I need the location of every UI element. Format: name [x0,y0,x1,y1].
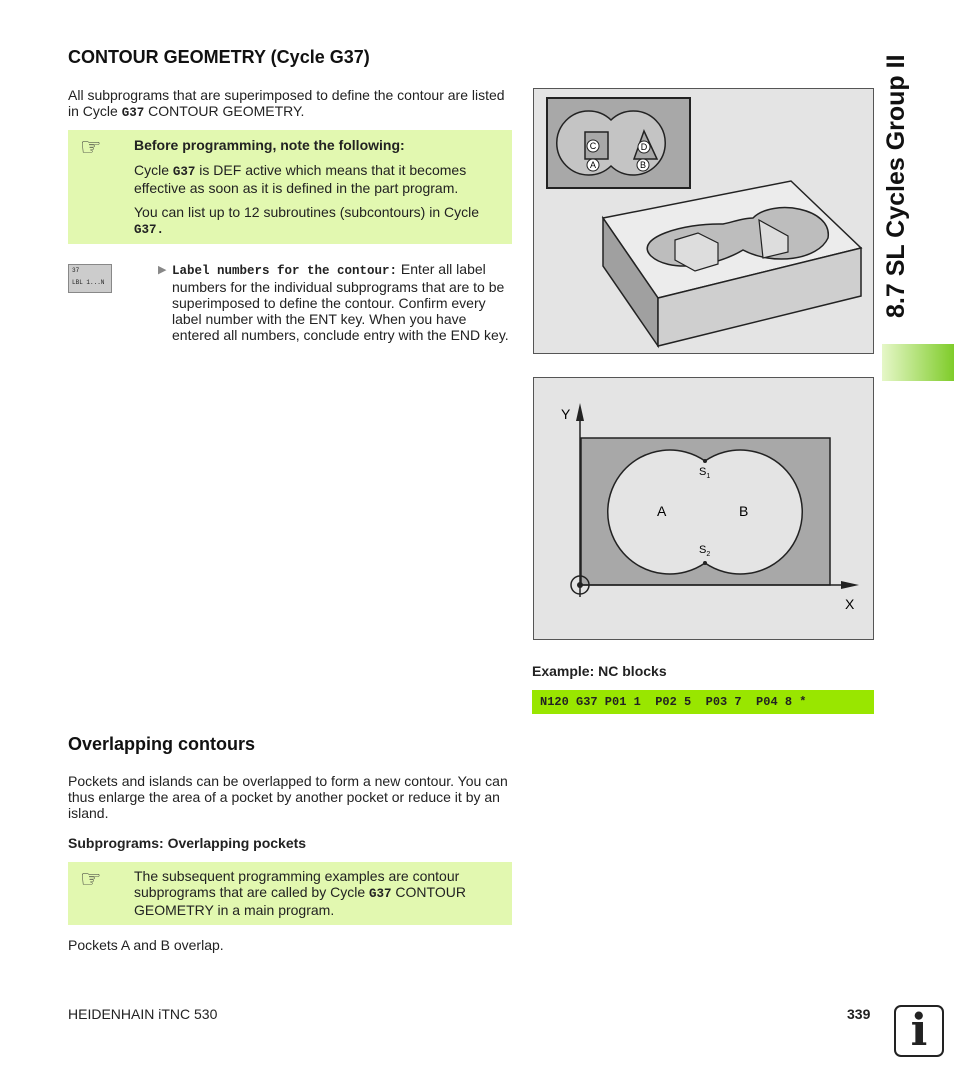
figure-3d-contour [533,88,874,354]
intro-text: All subprograms that are superimposed to define the contour are listed in Cycle G37 CONTOUR GEOMETRY. [68,87,505,120]
page-number: 339 [847,1006,871,1022]
triangle-bullet-icon: ▶ [158,264,167,276]
label-c: C [589,141,597,151]
pocket-b-label: B [739,503,749,519]
example-heading: Example: NC blocks [532,663,667,679]
note-box [68,130,512,244]
y-axis-label: Y [561,406,571,422]
footer-left: HEIDENHAIN iTNC 530 [68,1006,218,1022]
info-icon: i [894,1005,944,1057]
nc-code-block: N120 G37 P01 1 P02 5 P03 7 P04 8 * [532,690,874,714]
note-p2: You can list up to 12 subroutines (subcontours) in Cycle G37. [134,204,480,237]
figure-overlap-diagram [533,377,874,640]
pointing-hand-icon: ☞ [80,866,102,893]
section2-title: Overlapping contours [68,734,256,754]
note-box-2 [68,862,512,925]
softkey-lbl: 37 LBL 1...N [68,264,112,293]
chapter-side-title: 8.7 SL Cycles Group II [882,54,910,318]
label-a: A [589,160,597,170]
after-text: Pockets A and B overlap. [68,937,224,953]
note-p1: Cycle G37 is DEF active which means that it becomes effective as soon as it is defined in the part program. [134,162,467,196]
s2-label: $S_2$ [699,544,711,558]
pocket-a-label: A [657,503,667,519]
chapter-tab [882,344,954,381]
pointing-hand-icon: ☞ [80,134,102,161]
param-description: Label numbers for the contour: Enter all label numbers for the individual subprograms that are to be superimposed to define the contour. Confirm every label number with the ENT key. When you have entered all numbers, conclude entry with the END key. [172,261,509,343]
s1-label: $S_1$ [699,466,711,480]
x-axis-label: X [845,596,855,612]
label-d: D [640,142,648,152]
subheading: Subprograms: Overlapping pockets [68,835,307,851]
label-b: B [639,160,647,170]
section2-text: Pockets and islands can be overlapped to form a new contour. You can thus enlarge the area of a pocket by another pocket or reduce it by an island. [68,773,508,821]
section-title: CONTOUR GEOMETRY (Cycle G37) [68,47,370,67]
note-heading: Before programming, note the following: [134,137,405,153]
note2-text: The subsequent programming examples are contour subprograms that are called by Cycle G37 CONTOUR GEOMETRY in a main program. [134,868,466,918]
